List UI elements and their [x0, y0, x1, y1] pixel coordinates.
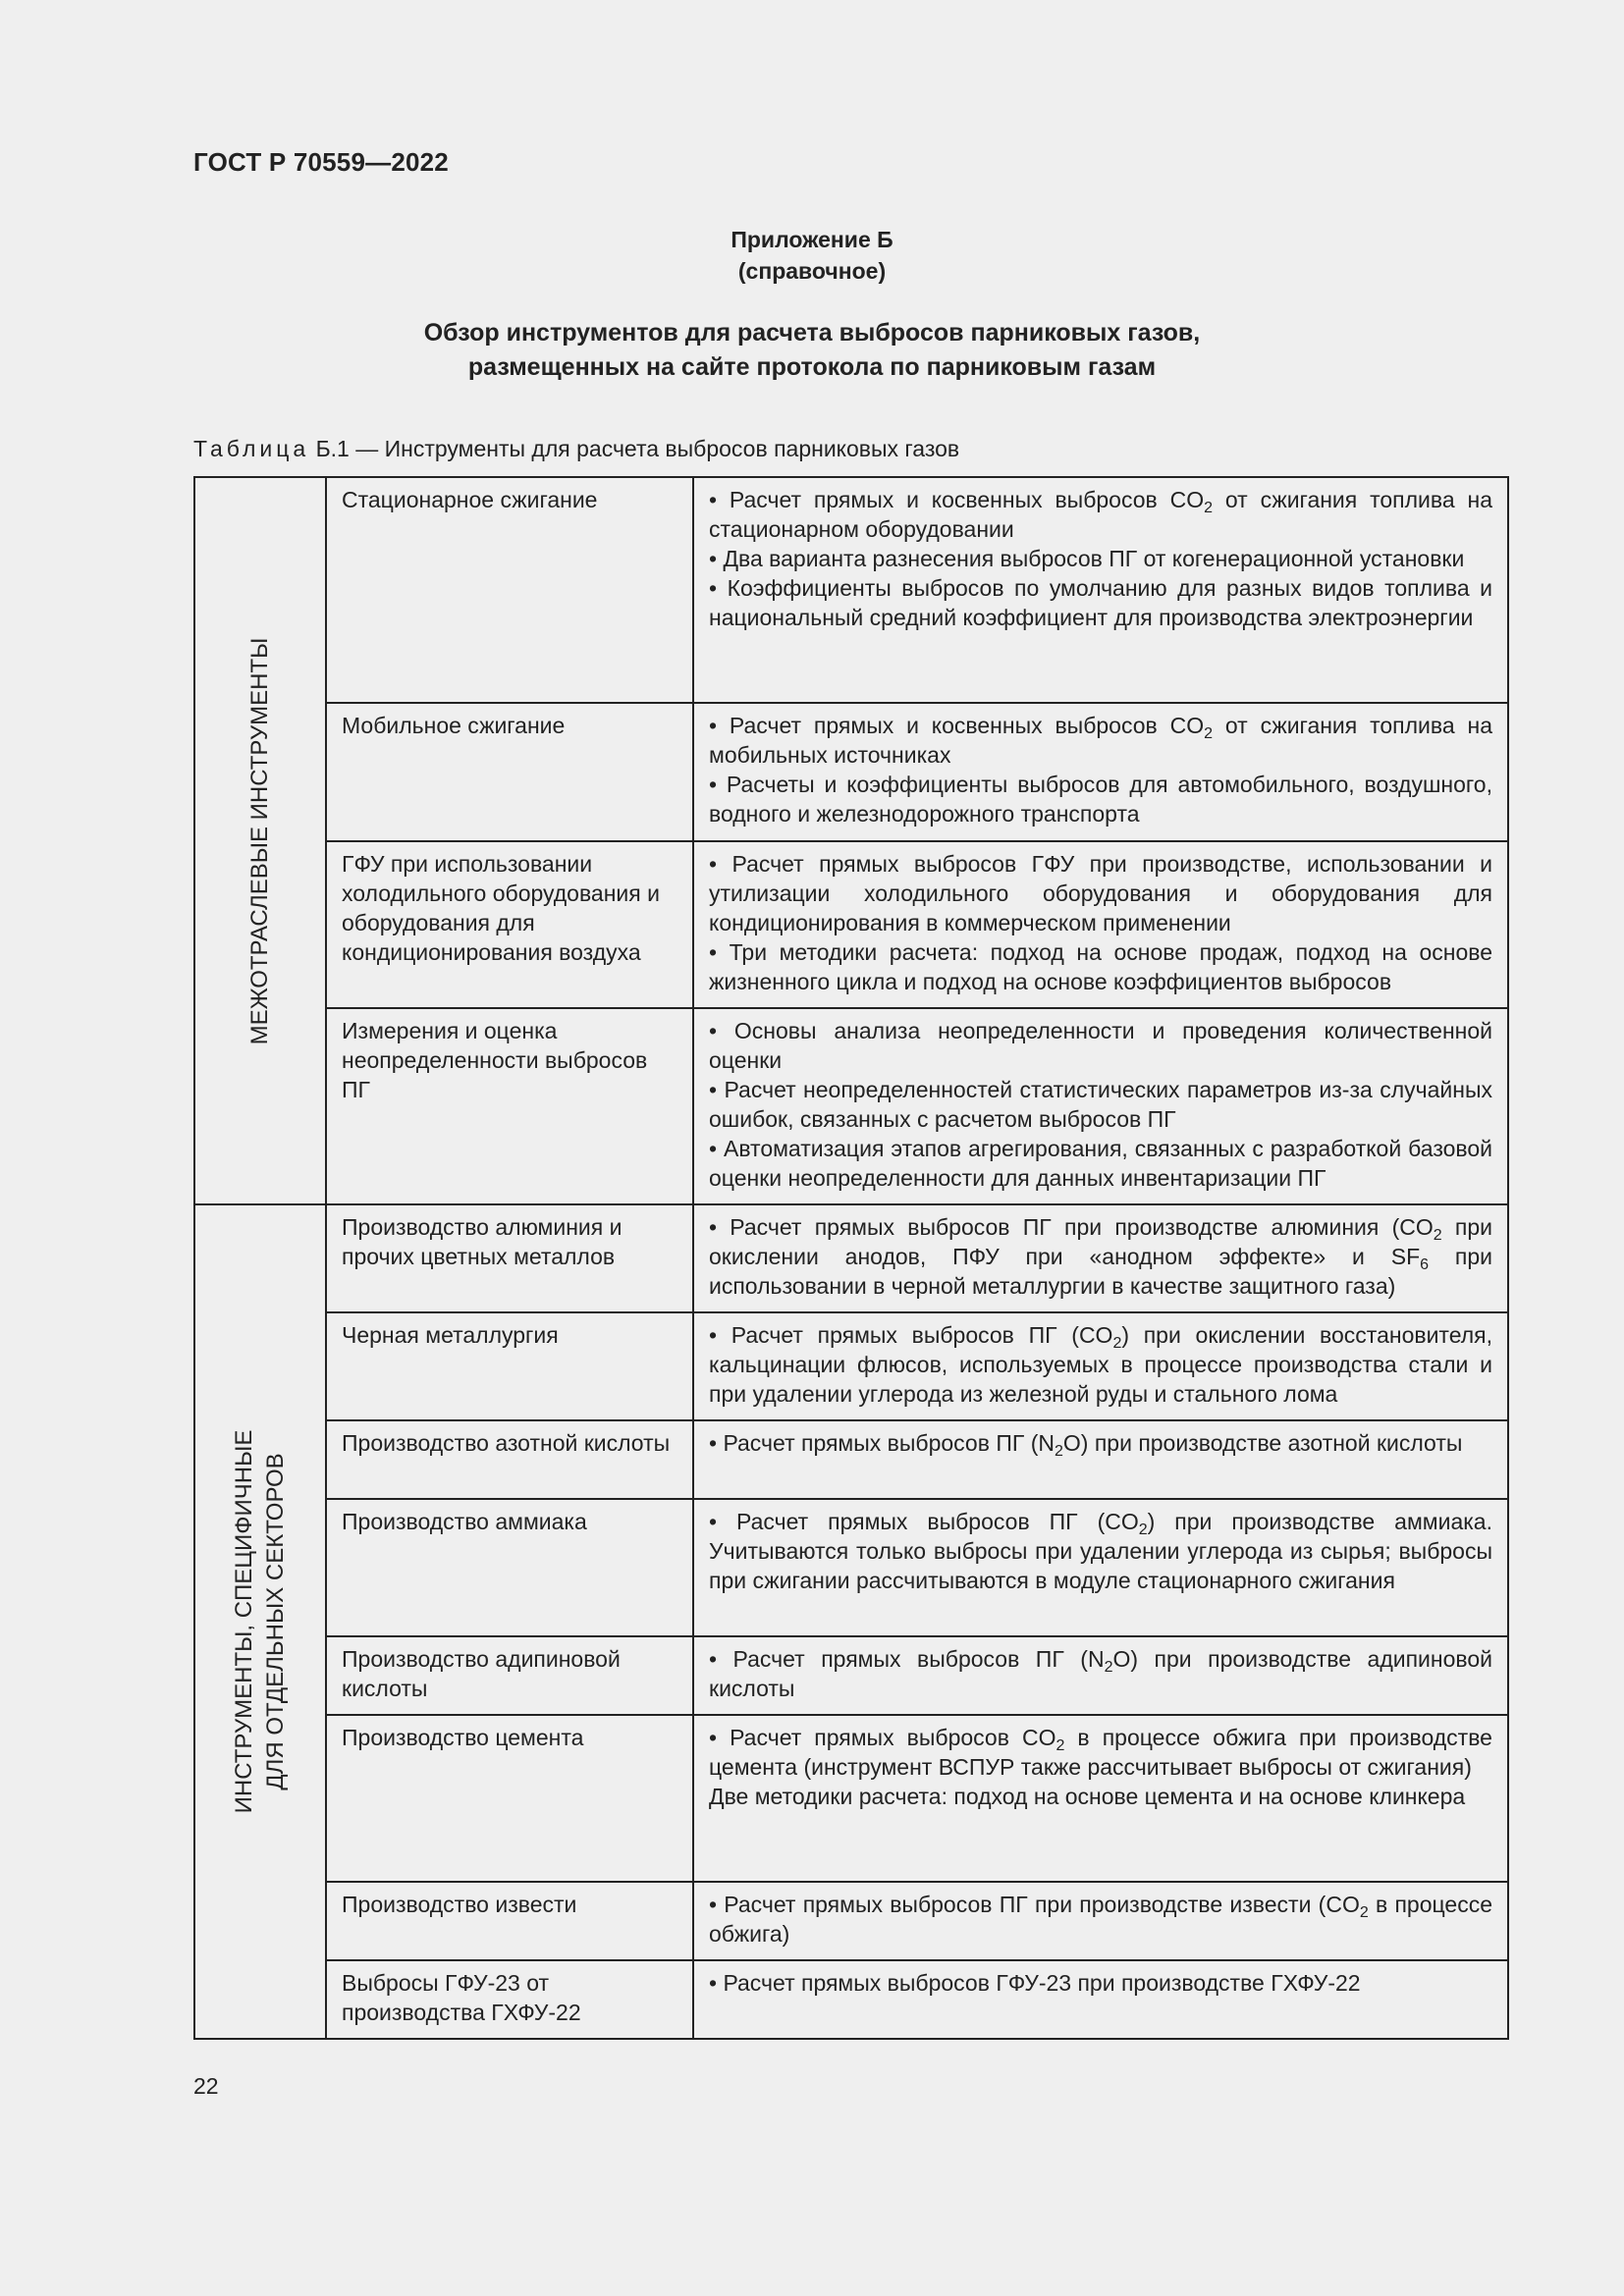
tool-name: Черная металлургия	[326, 1312, 693, 1420]
description-line: • Коэффициенты выбросов по умолчанию для разных видов топлива и национальный средний коэффициент для производства электроэнергии	[709, 575, 1492, 630]
group-label	[244, 637, 276, 1044]
tool-name: Производство извести	[326, 1882, 693, 1960]
table-row	[194, 1636, 1508, 1715]
group-label-line: МЕЖОТРАСЛЕВЫЕ ИНСТРУМЕНТЫ	[246, 637, 273, 1044]
table-caption-label: Таблица	[193, 436, 310, 461]
description-line: • Расчет прямых выбросов ПГ при производстве алюминия ($CO_2$ при окислении анодов, ПФУ при «анодном эффекте» и $SF_6$ при использовании в черной металлургии в качестве защитного газа)	[709, 1214, 1493, 1299]
description-line: • Расчет прямых выбросов ПГ $(CO_2)$ при производстве аммиака. Учитываются только выбросы при удалении углерода из сырья; выбросы при сжигании рассчитываются в модуле стационарного сжигания	[709, 1509, 1492, 1593]
tool-description	[693, 477, 1508, 703]
description-line: • Расчет прямых выбросов ГФУ при производстве, использовании и утилизации холодильного оборудования и оборудования для кондиционирования в коммерческом применении	[709, 851, 1492, 935]
tool-name: Производство алюминия и прочих цветных металлов	[326, 1204, 693, 1312]
table-row	[194, 1715, 1508, 1882]
tool-description	[693, 1008, 1508, 1204]
tool-description	[693, 1882, 1508, 1960]
description-line: • Три методики расчета: подход на основе продаж, подход на основе жизненного цикла и подход на основе коэффициентов выбросов	[709, 939, 1492, 994]
table-row	[194, 1960, 1508, 2039]
description-line: • Расчет прямых выбросов ГФУ-23 при производстве ГХФУ-22	[709, 1970, 1361, 1996]
description-line: • Расчет прямых выбросов ПГ $(CO_2)$ при окислении восстановителя, кальцинации флюсов, используемых в процессе производства стали и при удалении углерода из железной руды и стального лома	[709, 1322, 1492, 1407]
tool-description	[693, 1420, 1508, 1499]
tool-description	[693, 1204, 1508, 1312]
document-header: ГОСТ Р 70559—2022	[193, 147, 449, 177]
group-label-cell	[194, 477, 326, 1204]
table-row	[194, 703, 1508, 841]
tools-table	[193, 476, 1509, 2040]
description-line: • Основы анализа неопределенности и проведения количественной оценки	[709, 1018, 1492, 1073]
tools-table-body	[194, 477, 1508, 2039]
description-line: • Расчет прямых выбросов ПГ при производстве извести ($CO_2$ в процессе обжига)	[709, 1892, 1492, 1947]
annex-subtitle: (справочное)	[737, 258, 887, 284]
table-row	[194, 477, 1508, 703]
description-line: • Автоматизация этапов агрегирования, связанных с разработкой базовой оценки неопределенности для данных инвентаризации ПГ	[709, 1136, 1492, 1191]
annex-title: Приложение Б	[731, 227, 893, 252]
description-line: • Расчеты и коэффициенты выбросов для автомобильного, воздушного, водного и железнодорожного транспорта	[709, 772, 1492, 827]
description-line: • Расчет неопределенностей статистических параметров из-за случайных ошибок, связанных с расчетом выбросов ПГ	[709, 1077, 1492, 1132]
annex-heading	[0, 224, 1624, 287]
page-number: 22	[193, 2073, 219, 2099]
table-row	[194, 1008, 1508, 1204]
tool-name: Стационарное сжигание	[326, 477, 693, 703]
tool-name: Производство адипиновой кислоты	[326, 1636, 693, 1715]
group-label-line: ИНСТРУМЕНТЫ, СПЕЦИФИЧНЫЕ	[231, 1429, 257, 1814]
table-caption	[193, 436, 959, 462]
group-label	[229, 1430, 292, 1814]
description-line: • Расчет прямых выбросов $CO_2$ в процессе обжига при производстве цемента (инструмент ВСПУР также рассчитывает выбросы от сжигания)	[709, 1725, 1492, 1780]
group-label-cell	[194, 1204, 326, 2039]
table-caption-text: Б.1 — Инструменты для расчета выбросов парниковых газов	[315, 436, 960, 461]
table-row	[194, 1882, 1508, 1960]
table-row	[194, 1499, 1508, 1636]
table-row	[194, 841, 1508, 1008]
table-row	[194, 1420, 1508, 1499]
tool-description	[693, 1960, 1508, 2039]
tool-description	[693, 1715, 1508, 1882]
tool-name: ГФУ при использовании холодильного оборудования и оборудования для кондиционирования воздуха	[326, 841, 693, 1008]
table-row	[194, 1204, 1508, 1312]
document-title	[0, 316, 1624, 385]
tool-name: Мобильное сжигание	[326, 703, 693, 841]
tool-description	[693, 703, 1508, 841]
document-title-line-1: Обзор инструментов для расчета выбросов парниковых газов,	[423, 319, 1201, 347]
description-line: • Расчет прямых и косвенных выбросов $CO_2$ от сжигания топлива на мобильных источниках	[709, 713, 1492, 768]
tool-description	[693, 841, 1508, 1008]
description-line: Две методики расчета: подход на основе цемента и на основе клинкера	[709, 1784, 1466, 1809]
tool-name: Производство азотной кислоты	[326, 1420, 693, 1499]
group-label-line: ДЛЯ ОТДЕЛЬНЫХ СЕКТОРОВ	[262, 1453, 289, 1790]
description-line: • Два варианта разнесения выбросов ПГ от когенерационной установки	[709, 546, 1465, 571]
tool-description	[693, 1636, 1508, 1715]
description-line: • Расчет прямых выбросов ПГ $(N_2O)$ при производстве азотной кислоты	[709, 1430, 1463, 1460]
tool-name: Производство аммиака	[326, 1499, 693, 1636]
tool-name: Измерения и оценка неопределенности выбросов ПГ	[326, 1008, 693, 1204]
document-title-line-2: размещенных на сайте протокола по парниковым газам	[467, 353, 1157, 381]
description-line: • Расчет прямых и косвенных выбросов $CO_2$ от сжигания топлива на стационарном оборудовании	[709, 487, 1492, 542]
tool-description	[693, 1312, 1508, 1420]
tool-description	[693, 1499, 1508, 1636]
table-row	[194, 1312, 1508, 1420]
tool-name: Выбросы ГФУ-23 от производства ГХФУ-22	[326, 1960, 693, 2039]
description-line: • Расчет прямых выбросов ПГ $(N_2O)$ при производстве адипиновой кислоты	[709, 1646, 1492, 1701]
tool-name: Производство цемента	[326, 1715, 693, 1882]
